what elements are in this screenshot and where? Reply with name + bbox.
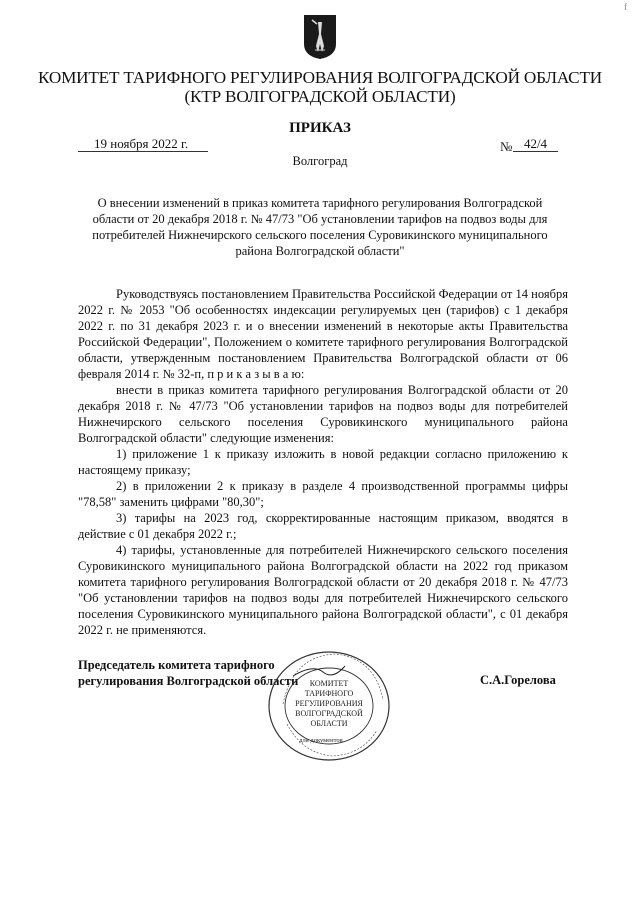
signatory-name: С.А.Горелова [480,673,556,687]
svg-text:для документов: для документов [299,737,343,744]
directive-paragraph: внести в приказ комитета тарифного регулирования Волгоградской области от 20 декабря 2018 г. № 47/73 "Об установлении тарифов на подвоз воды для потребителей Нижнечирского сельского поселения Суровикинского муниципального района Волгоградской области" следующие изменения: [78,383,568,445]
order-number: 42/4 [513,137,558,152]
official-stamp [263,646,393,766]
order-date: 19 ноября 2022 г. [78,137,208,152]
org-name-line1: КОМИТЕТ ТАРИФНОГО РЕГУЛИРОВАНИЯ ВОЛГОГРАДСКОЙ ОБЛАСТИ [38,68,602,87]
org-name-line2: (КТР ВОЛГОГРАДСКОЙ ОБЛАСТИ) [184,87,456,106]
signatory-title-line2: регулирования Волгоградской области [78,674,299,688]
document-type-title: ПРИКАЗ [289,120,351,136]
svg-text:КОМИТЕТ: КОМИТЕТ [309,679,349,688]
order-subject: О внесении изменений в приказ комитета тарифного регулирования Волгоградской области от 20 декабря 2018 г. № 47/73 "Об установлении тарифов на подвоз воды для потребителей Нижнечирского сельского поселения Суровикинского муниципального района Волгоградской области" [92,196,548,258]
item-1-paragraph: 1) приложение 1 к приказу изложить в новой редакции согласно приложению к настоящему приказу; [78,447,568,477]
svg-text:РЕГУЛИРОВАНИЯ: РЕГУЛИРОВАНИЯ [295,699,363,708]
svg-text:ВОЛГОГРАДСКОЙ: ВОЛГОГРАДСКОЙ [295,709,363,718]
item-4-paragraph: 4) тарифы, установленные для потребителей Нижнечирского сельского поселения Суровикинского муниципального района Волгоградской области на 2022 год приказом комитета тарифного регулирования Волгоградской области от 20 декабря 2018 г. № 47/73 "Об установлении тарифов на подвоз воды для потребителей Нижнечирского сельского поселения Суровикинского муниципального района Волгоградской области", с 01 декабря 2022 г. не применяются. [78,543,568,637]
item-2-paragraph: 2) в приложении 2 к приказу в разделе 4 производственной программы цифры "78,58" заменить цифрами "80,30"; [78,479,568,509]
order-city: Волгоград [292,154,348,168]
signatory-title-line1: Председатель комитета тарифного [78,658,275,672]
preamble-paragraph: Руководствуясь постановлением Правительства Российской Федерации от 14 ноября 2022 г. № 2053 "Об особенностях индексации регулируемых цен (тарифов) с 1 декабря 2022 г. по 31 декабря 2023 г. и о внесении изменений в некоторые акты Правительства Российской Федерации", Положением о комитете тарифного регулирования Волгоградской области, утвержденным постановлением Правительства Волгоградской области от 06 февраля 2014 г. № 32-п, п р и к а з ы в а ю: [78,287,568,381]
svg-text:ОБЛАСТИ: ОБЛАСТИ [310,719,348,728]
coat-of-arms-emblem [303,14,337,60]
item-3-paragraph: 3) тарифы на 2023 год, скорректированные настоящим приказом, вводятся в действие с 01 декабря 2022 г.; [78,511,568,541]
order-number-sign: № [500,139,513,154]
order-body [78,286,568,638]
svg-text:ТАРИФНОГО: ТАРИФНОГО [304,689,354,698]
corner-mark: f [624,2,627,12]
